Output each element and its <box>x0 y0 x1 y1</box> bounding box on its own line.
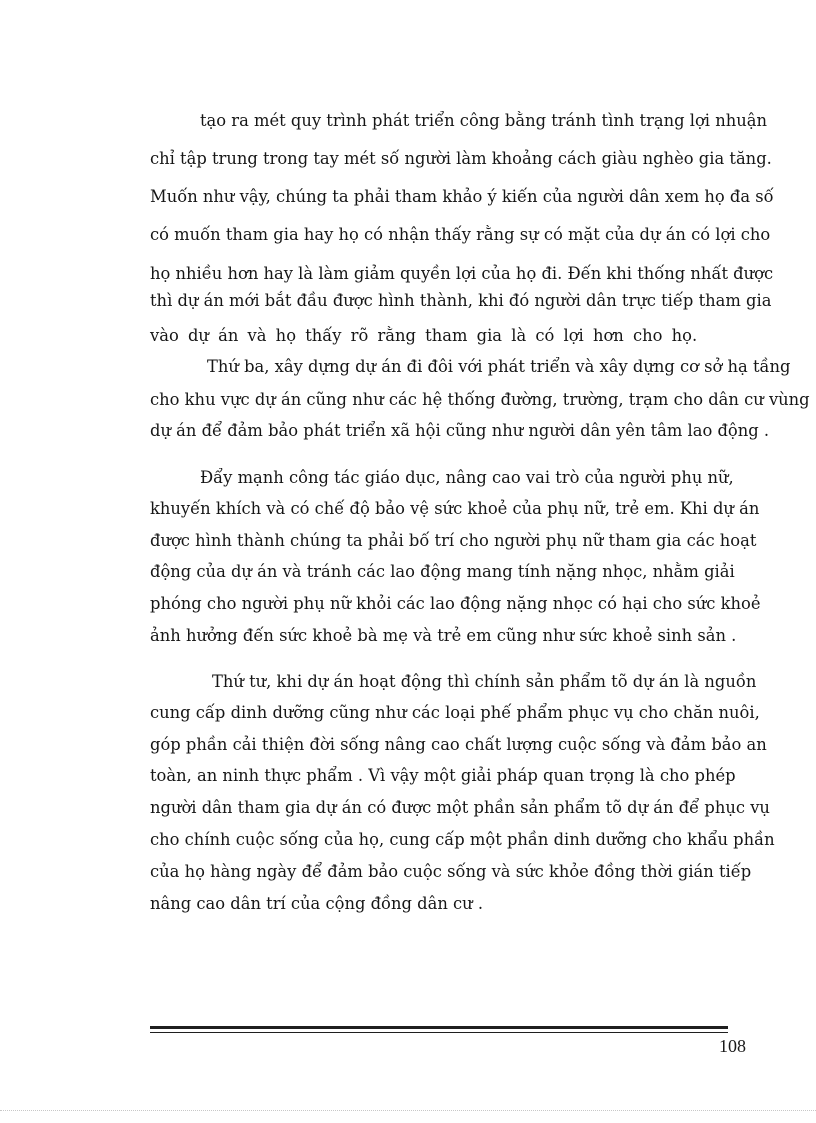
text-line: người dân tham gia dự án có được một phần sản phẩm tõ dự án để phục vụ <box>150 798 770 818</box>
text-line: Thứ tư, khi dự án hoạt động thì chính sản phẩm tõ dự án là nguồn <box>212 672 757 692</box>
text-line: Muốn như vậy, chúng ta phải tham khảo ý kiến của người dân xem họ đa số <box>150 187 774 207</box>
text-line: chỉ tập trung trong tay mét số người làm khoảng cách giàu nghèo gia tăng. <box>150 149 772 169</box>
page-number: 108 <box>719 1036 746 1056</box>
text-line: vào dự án và họ thấy rõ rằng tham gia là có lợi hơn cho họ. <box>150 326 698 346</box>
text-line: cho khu vực dự án cũng như các hệ thống đường, trường, trạm cho dân cư vùng <box>150 390 810 410</box>
text-line: họ nhiều hơn hay là làm giảm quyền lợi của họ đi. Đến khi thống nhất được <box>150 264 774 284</box>
text-line: khuyến khích và có chế độ bảo vệ sức khoẻ của phụ nữ, trẻ em. Khi dự án <box>150 499 760 519</box>
text-line: tạo ra mét quy trình phát triển công bằng tránh tình trạng lợi nhuận <box>200 111 767 131</box>
page-edge-dotted-line <box>0 1110 816 1111</box>
text-line: của họ hàng ngày để đảm bảo cuộc sống và sức khỏe đồng thời gián tiếp <box>150 862 752 882</box>
text-line: nâng cao dân trí của cộng đồng dân cư . <box>150 894 484 914</box>
text-line: toàn, an ninh thực phẩm . Vì vậy một giải pháp quan trọng là cho phép <box>150 766 736 786</box>
text-line: có muốn tham gia hay họ có nhận thấy rằng sự có mặt của dự án có lợi cho <box>150 225 771 245</box>
text-line: dự án để đảm bảo phát triển xã hội cũng như người dân yên tâm lao động . <box>150 421 770 441</box>
text-line: thì dự án mới bắt đầu được hình thành, khi đó người dân trực tiếp tham gia <box>150 291 772 311</box>
text-line: được hình thành chúng ta phải bố trí cho người phụ nữ tham gia các hoạt <box>150 531 757 551</box>
text-line: Thứ ba, xây dựng dự án đi đôi với phát triển và xây dựng cơ sở hạ tầng <box>207 357 791 377</box>
text-line: cung cấp dinh dưỡng cũng như các loại phế phẩm phục vụ cho chăn nuôi, <box>150 703 760 723</box>
text-line: góp phần cải thiện đời sống nâng cao chất lượng cuộc sống và đảm bảo an <box>150 735 767 755</box>
text-line: ảnh hưởng đến sức khoẻ bà mẹ và trẻ em cũng như sức khoẻ sinh sản . <box>150 626 737 646</box>
text-line: cho chính cuộc sống của họ, cung cấp một phần dinh dưỡng cho khẩu phần <box>150 830 775 850</box>
text-line: động của dự án và tránh các lao động mang tính nặng nhọc, nhằm giải <box>150 562 735 582</box>
footer-rule <box>150 1026 728 1033</box>
text-line: Đẩy mạnh công tác giáo dục, nâng cao vai trò của người phụ nữ, <box>200 468 734 488</box>
text-line: phóng cho người phụ nữ khỏi các lao động nặng nhọc có hại cho sức khoẻ <box>150 594 761 614</box>
